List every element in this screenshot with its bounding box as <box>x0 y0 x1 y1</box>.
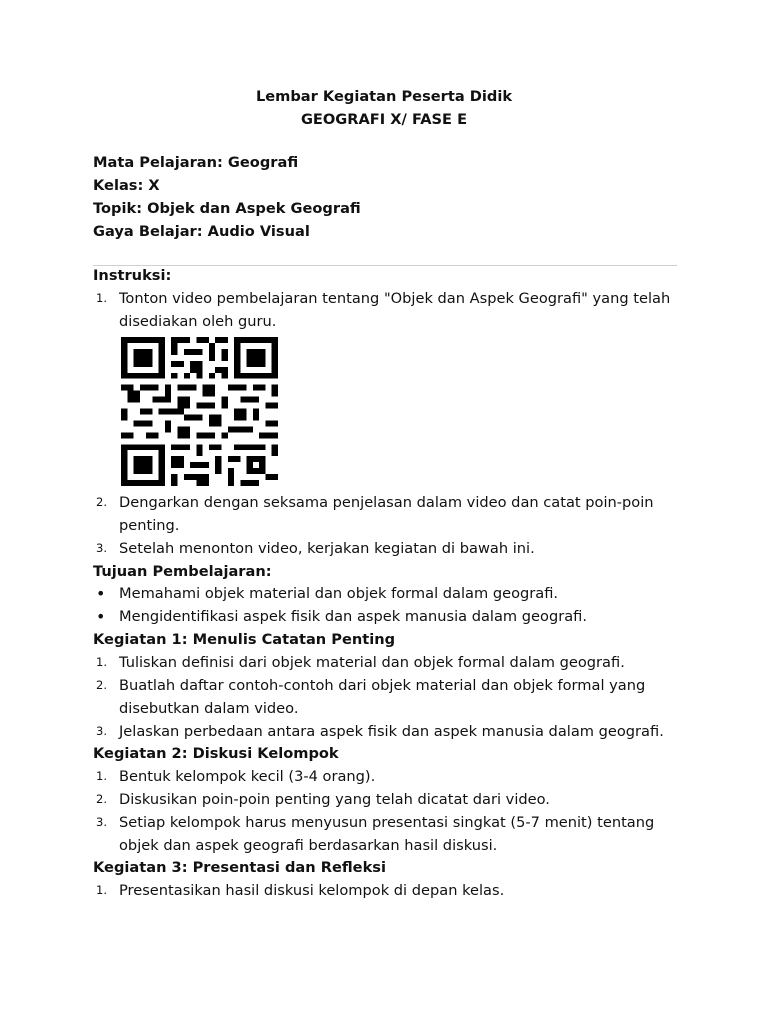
list-number: 1. <box>96 883 107 897</box>
bullet-icon: • <box>96 607 106 626</box>
qr-finder-bottom-left <box>121 444 165 486</box>
qr-finder-top-left <box>121 337 165 379</box>
instructions-heading: Instruksi: <box>93 267 172 284</box>
list-number: 1. <box>96 655 107 669</box>
list-item-text: Presentasikan hasil diskusi kelompok di depan kelas. <box>119 882 505 899</box>
activity3-heading: Kegiatan 3: Presentasi dan Refleksi <box>93 859 386 876</box>
section-divider <box>93 265 677 266</box>
list-item-text: Tonton video pembelajaran tentang "Objek dan Aspek Geografi" yang telah <box>119 290 671 307</box>
topic-line: Topik: Objek dan Aspek Geografi <box>93 200 361 217</box>
goals-heading: Tujuan Pembelajaran: <box>93 563 272 580</box>
list-number: 2. <box>96 792 107 806</box>
list-item-text: Tuliskan definisi dari objek material dan objek formal dalam geografi. <box>119 654 625 671</box>
list-item-text: disebutkan dalam video. <box>119 700 299 717</box>
qr-code[interactable] <box>121 337 278 486</box>
subject-line: Mata Pelajaran: Geografi <box>93 154 299 171</box>
activity2-heading: Kegiatan 2: Diskusi Kelompok <box>93 745 339 762</box>
list-number: 1. <box>96 769 107 783</box>
list-item-text: Buatlah daftar contoh-contoh dari objek material dan objek formal yang <box>119 677 646 694</box>
list-item-text: Dengarkan dengan seksama penjelasan dalam video dan catat poin-poin <box>119 494 654 511</box>
list-item-text: objek dan aspek geografi berdasarkan hasil diskusi. <box>119 837 498 854</box>
list-item-text: penting. <box>119 517 180 534</box>
list-number: 3. <box>96 724 107 738</box>
goal-item: Memahami objek material dan objek formal dalam geografi. <box>119 585 559 602</box>
page-subtitle: GEOGRAFI X/ FASE E <box>300 111 468 128</box>
list-item-text: Setiap kelompok harus menyusun presentasi singkat (5-7 menit) tentang <box>119 814 655 831</box>
activity1-heading: Kegiatan 1: Menulis Catatan Penting <box>93 631 396 648</box>
list-number: 3. <box>96 815 107 829</box>
class-line: Kelas: X <box>93 177 160 194</box>
list-number: 2. <box>96 678 107 692</box>
list-item-text: Setelah menonton video, kerjakan kegiatan di bawah ini. <box>119 540 535 557</box>
qr-finder-top-right <box>234 337 278 379</box>
list-number: 1. <box>96 291 107 305</box>
list-item-text: Jelaskan perbedaan antara aspek fisik dan aspek manusia dalam geografi. <box>119 723 664 740</box>
list-item-text: disediakan oleh guru. <box>119 313 277 330</box>
list-number: 2. <box>96 495 107 509</box>
list-item-text: Diskusikan poin-poin penting yang telah dicatat dari video. <box>119 791 550 808</box>
list-item-text: Bentuk kelompok kecil (3-4 orang). <box>119 768 376 785</box>
page-title: Lembar Kegiatan Peserta Didik <box>255 88 513 105</box>
learning-style-line: Gaya Belajar: Audio Visual <box>93 223 310 240</box>
bullet-icon: • <box>96 584 106 603</box>
list-number: 3. <box>96 541 107 555</box>
goal-item: Mengidentifikasi aspek fisik dan aspek manusia dalam geografi. <box>119 608 587 625</box>
